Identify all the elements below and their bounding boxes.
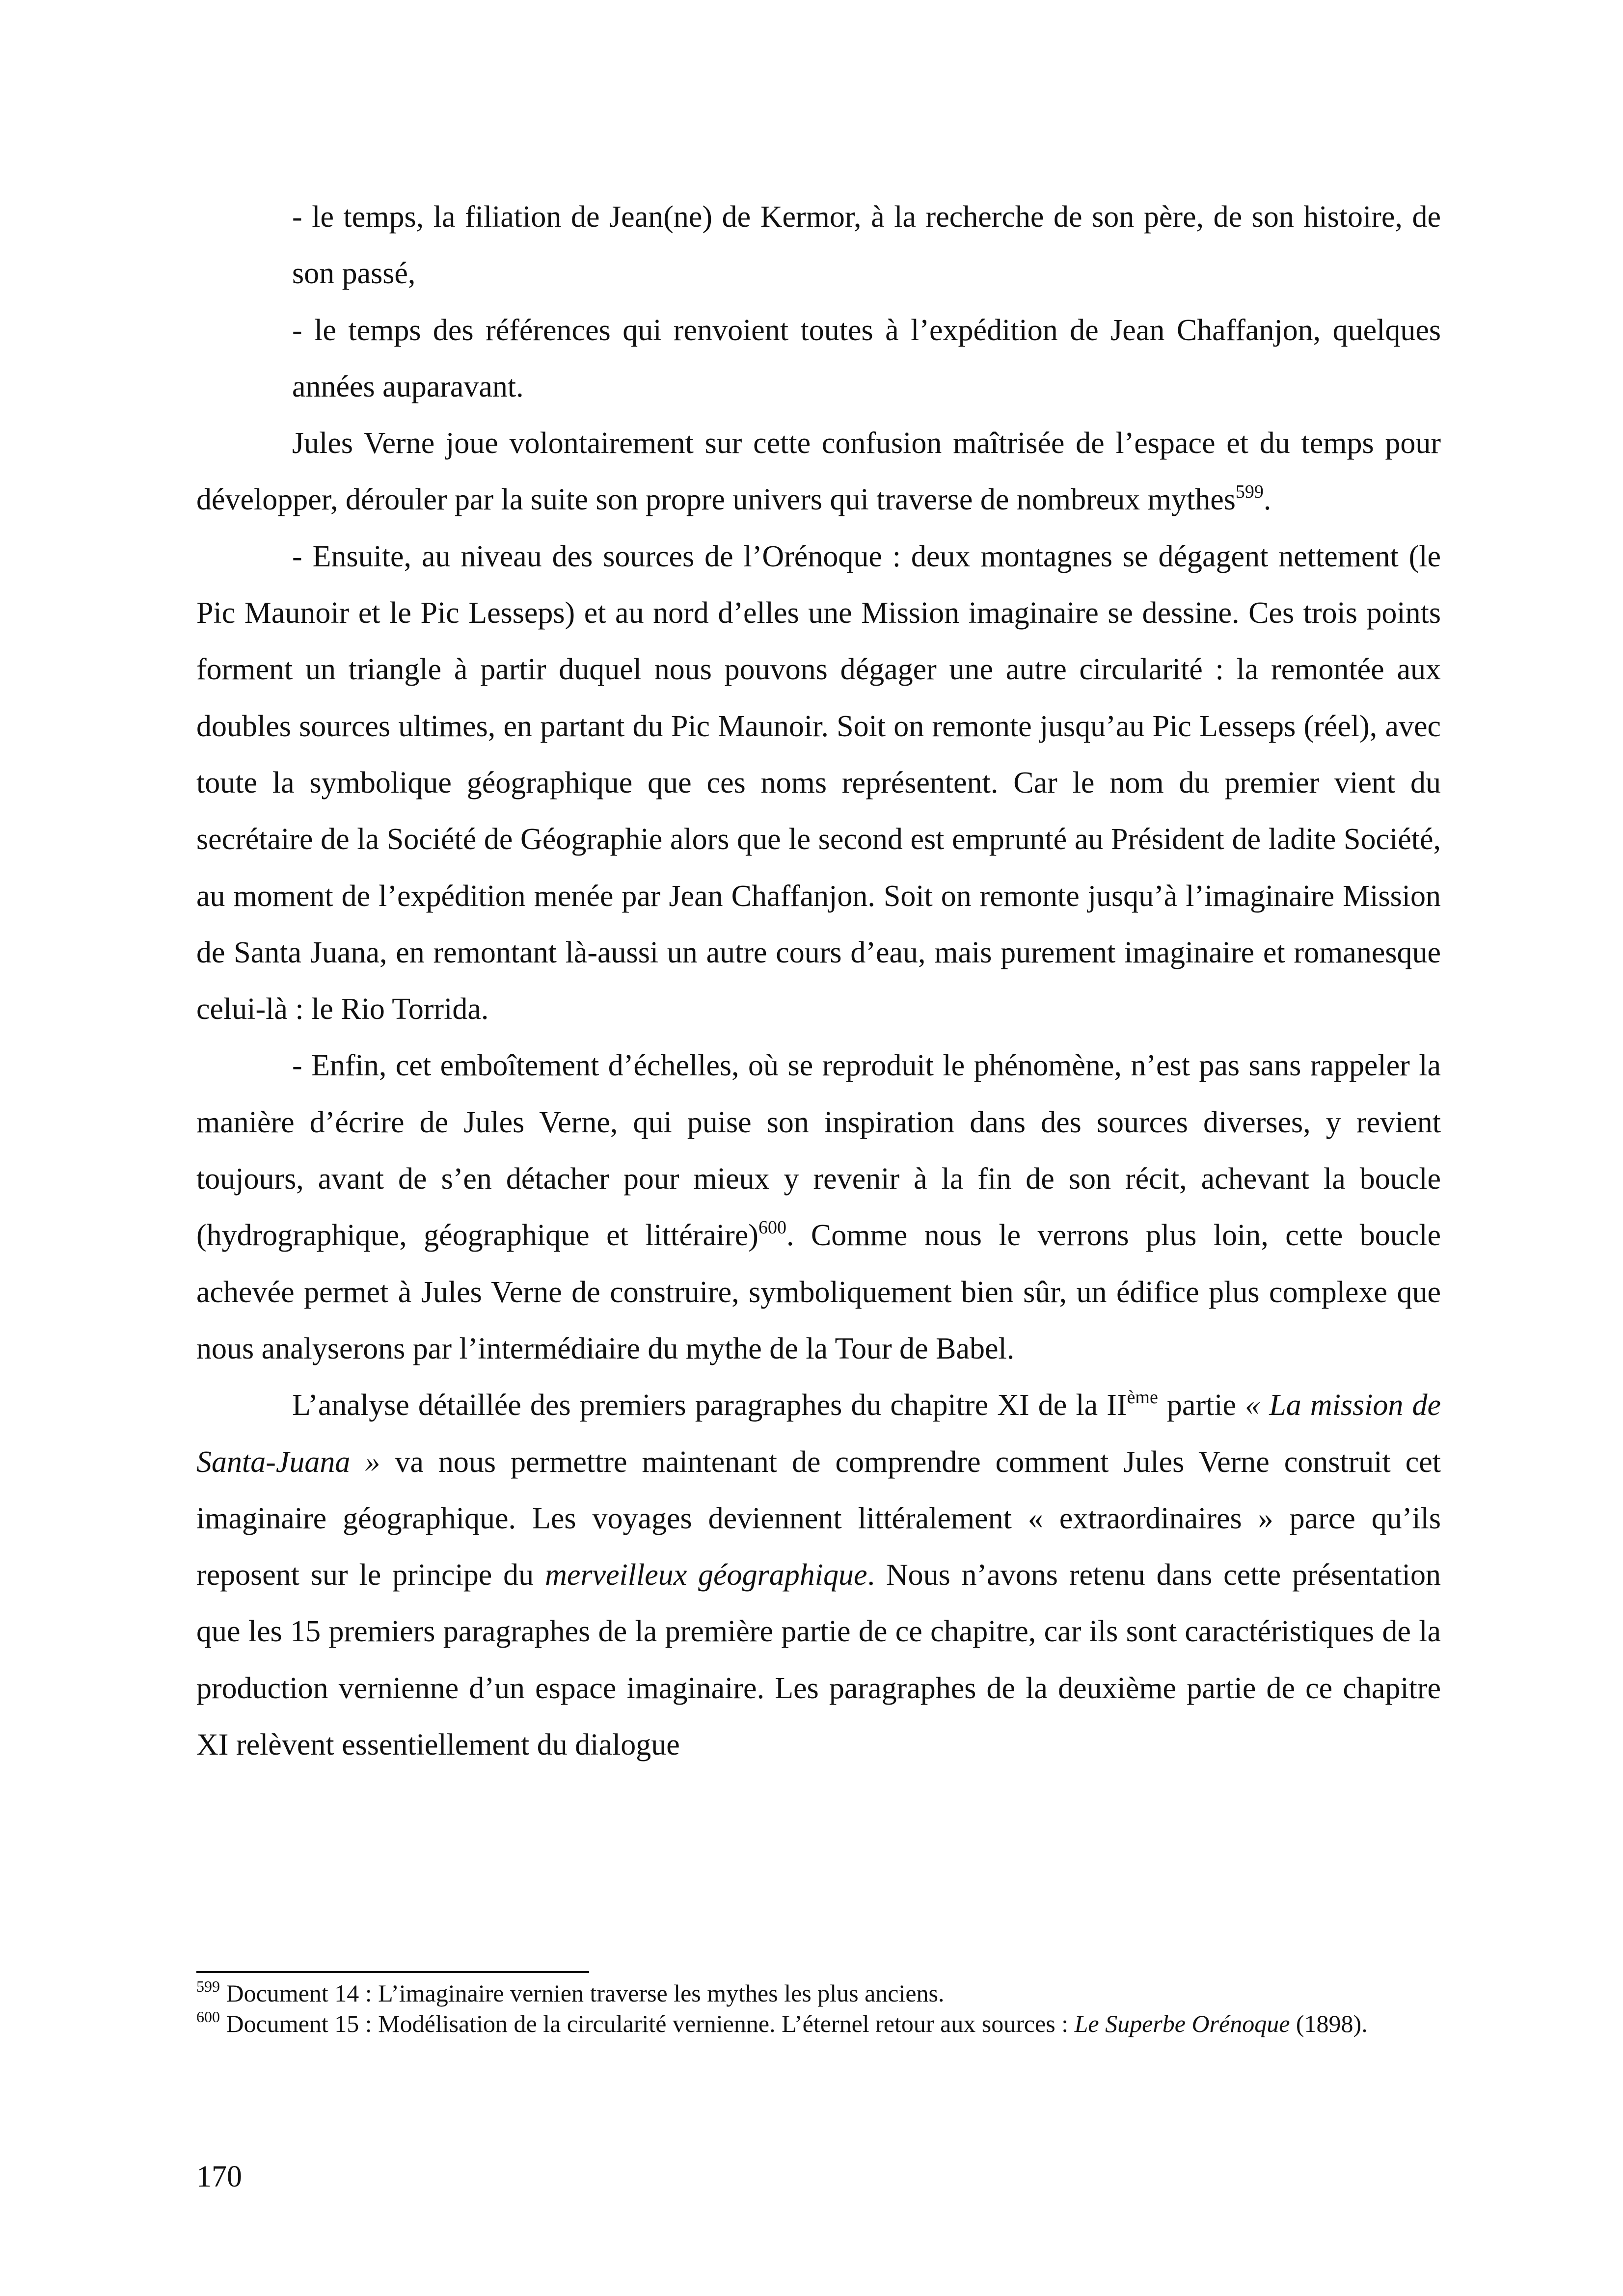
footnote-ref: 599 xyxy=(1235,481,1264,503)
footnote-text: (1898). xyxy=(1290,2010,1368,2037)
paragraph-text: Jules Verne joue volontairement sur cette confusion maîtrisée de l’espace et du temps pour développer, dérouler par la suite son propre univers qui traverse de nombreux mythes xyxy=(196,427,1441,517)
paragraph xyxy=(196,1038,1441,1377)
paragraph-text: - Ensuite, au niveau des sources de l’Orénoque : deux montagnes se dégagent nettement (le Pic Maunoir et le Pic Lesseps) et au nord d’elles une Mission imaginaire se dessine. Ces trois points forment un triangle à partir duquel nous pouvons dégager une autre circularité : la remontée aux doubles sources ultimes, en partant du Pic Maunoir. Soit on remonte jusqu’au Pic Lesseps (réel), avec toute la symbolique géographique que ces noms représentent. Car le nom du premier vient du secrétaire de la Société de Géographie alors que le second est emprunté au Président de ladite Société, au moment de l’expédition menée par Jean Chaffanjon. Soit on remonte jusqu’à l’imaginaire Mission de Santa Juana, en remontant là-aussi un autre cours d’eau, mais purement imaginaire et romanesque celui-là : le Rio Torrida. xyxy=(196,539,1441,1026)
paragraph-text: - le temps, la filiation de Jean(ne) de Kermor, à la recherche de son père, de son histoire, de son passé, xyxy=(292,200,1441,291)
page-number: 170 xyxy=(196,2160,242,2193)
footnote-text: Document 14 : L’imaginaire vernien traverse les mythes les plus anciens. xyxy=(220,1979,945,2007)
body-text xyxy=(196,189,1441,1773)
paragraph-text: . Nous n’avons retenu dans cette présentation que les 15 premiers paragraphes de la première partie de ce chapitre, car ils sont caractéristiques de la production vernienne d’un espace imaginaire. Les paragraphes de la deuxième partie de ce chapitre XI relèvent essentiellement du dialogue xyxy=(196,1558,1441,1762)
emphasis: merveilleux géographique xyxy=(545,1558,867,1592)
paragraph-text: . Comme nous le verrons plus loin, cette boucle achevée permet à Jules Verne de construire, symboliquement bien sûr, un édifice plus complexe que nous analyserons par l’intermédiaire du mythe de la Tour de Babel. xyxy=(196,1219,1441,1365)
footnotes xyxy=(196,1978,1441,2039)
footnote-separator xyxy=(196,1971,589,1973)
paragraph-text: va nous permettre maintenant de comprendre comment Jules Verne construit cet imaginaire géographique. Les voyages deviennent littéralement « extraordinaires » parce qu’ils reposent sur le principe du xyxy=(196,1445,1441,1592)
paragraph-text: L’analyse détaillée des premiers paragraphes du chapitre XI de la II xyxy=(292,1388,1127,1422)
paragraph xyxy=(196,529,1441,1038)
superscript: ème xyxy=(1127,1387,1158,1408)
paragraph xyxy=(196,1377,1441,1773)
paragraph-text: partie xyxy=(1158,1388,1245,1422)
paragraph xyxy=(196,415,1441,529)
footnote xyxy=(196,1978,1441,2008)
footnote-ref: 600 xyxy=(758,1217,786,1238)
paragraph-text: - Enfin, cet emboîtement d’échelles, où se reproduit le phénomène, n’est pas sans rappeler la manière d’écrire de Jules Verne, qui puise son inspiration dans des sources diverses, y revient toujours, avant de s’en détacher pour mieux y revenir à la fin de son récit, achevant la boucle (hydrographique, géographique et littéraire) xyxy=(196,1049,1441,1253)
paragraph-text: . xyxy=(1263,483,1271,517)
list-item xyxy=(196,302,1441,416)
footnote-text: Document 15 : Modélisation de la circularité vernienne. L’éternel retour aux sources : xyxy=(220,2010,1075,2037)
footnote-number: 600 xyxy=(196,2008,220,2026)
list-item xyxy=(196,189,1441,302)
book-title: Le Superbe Orénoque xyxy=(1074,2010,1290,2037)
paragraph-text: - le temps des références qui renvoient toutes à l’expédition de Jean Chaffanjon, quelques années auparavant. xyxy=(292,313,1441,403)
footnote xyxy=(196,2008,1441,2039)
footnote-number: 599 xyxy=(196,1977,220,1995)
chapter-title: « La mission de Santa-Juana » xyxy=(196,1388,1441,1479)
